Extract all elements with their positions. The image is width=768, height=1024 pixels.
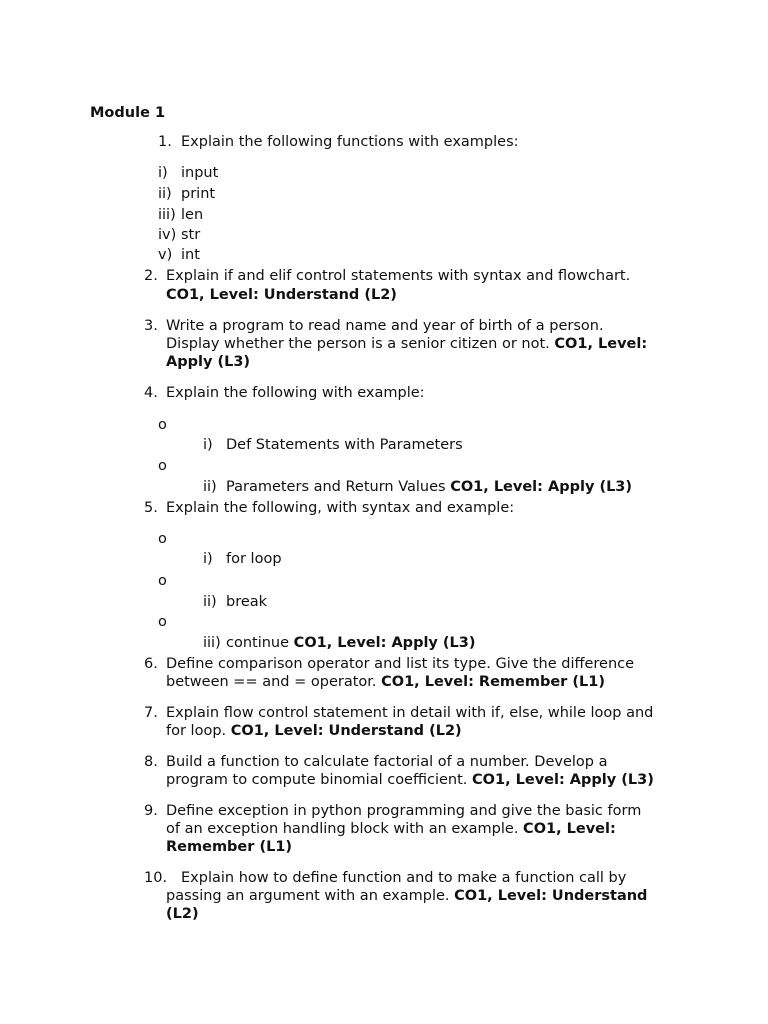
bullet-marker: o: [158, 531, 167, 547]
list-item-text: Def Statements with Parameters: [226, 437, 463, 453]
list-item-text: break: [226, 594, 268, 610]
list-item-text: int: [181, 247, 200, 263]
question-8-tag: CO1, Level: Apply (L3): [472, 772, 654, 788]
list-item-text: input: [181, 165, 219, 181]
question-3-number: 3.: [144, 318, 158, 334]
question-6-text: Define comparison operator and list its type. Give the difference: [166, 656, 635, 672]
question-4-tag: CO1, Level: Apply (L3): [450, 479, 633, 495]
question-8-text: Build a function to calculate factorial of a number. Develop a: [166, 754, 608, 770]
list-item-label: i): [203, 551, 213, 567]
question-6-number: 6.: [144, 656, 158, 672]
bullet-marker: o: [158, 614, 167, 630]
question-2-text: Explain if and elif control statements with syntax and flowchart.: [166, 268, 631, 284]
question-9-text-2: of an exception handling block with an example.: [166, 821, 519, 837]
question-1-number: 1.: [158, 134, 172, 150]
question-4-text: Explain the following with example:: [166, 385, 425, 401]
question-8-number: 8.: [144, 754, 158, 770]
question-2-tag: CO1, Level: Understand (L2): [166, 287, 397, 303]
question-6-tag: CO1, Level: Remember (L1): [381, 674, 605, 690]
question-3-tag-cont: Apply (L3): [166, 354, 251, 370]
question-3-text: Write a program to read name and year of birth of a person.: [166, 318, 604, 334]
question-9-tag-cont: Remember (L1): [166, 839, 293, 855]
question-10-tag: CO1, Level: Understand: [454, 888, 648, 904]
list-item-text: print: [181, 186, 216, 202]
list-item-text: str: [181, 227, 201, 243]
list-item-label: i): [203, 437, 213, 453]
question-3-tag: CO1, Level:: [554, 336, 648, 352]
question-7-text: Explain flow control statement in detail with if, else, while loop and: [166, 705, 654, 721]
question-10-tag-cont: (L2): [166, 906, 199, 922]
question-7-tag: CO1, Level: Understand (L2): [230, 723, 462, 739]
list-item-text: Parameters and Return Values: [226, 479, 446, 495]
list-item-label: v): [158, 247, 173, 263]
list-item-label: ii): [203, 479, 217, 495]
question-9-tag: CO1, Level:: [523, 821, 616, 837]
list-item-label: iii): [158, 207, 176, 223]
question-5-text: Explain the following, with syntax and example:: [166, 500, 515, 516]
list-item-label: ii): [158, 186, 172, 202]
bullet-marker: o: [158, 458, 167, 474]
question-10-text-2: passing an argument with an example.: [166, 888, 450, 904]
list-item-line: [226, 478, 632, 496]
question-10-line-2: [166, 887, 647, 905]
question-5-tag: CO1, Level: Apply (L3): [293, 635, 476, 651]
list-item-line: [226, 634, 476, 652]
question-8-line-2: [166, 771, 654, 789]
question-6-line-2: [166, 673, 605, 691]
question-10-text: Explain how to define function and to make a function call by: [181, 870, 627, 886]
question-9-text: Define exception in python programming and give the basic form: [166, 803, 642, 819]
list-item-text: len: [181, 207, 204, 223]
module-title: Module 1: [90, 105, 166, 121]
list-item-label: ii): [203, 594, 217, 610]
list-item-label: i): [158, 165, 168, 181]
question-4-number: 4.: [144, 385, 158, 401]
question-3-line-2: [166, 335, 647, 353]
question-7-text-2: for loop.: [166, 723, 227, 739]
question-9-number: 9.: [144, 803, 158, 819]
list-item-label: iii): [203, 635, 221, 651]
list-item-text: for loop: [226, 551, 282, 567]
list-item-label: iv): [158, 227, 177, 243]
bullet-marker: o: [158, 573, 167, 589]
question-7-line-2: [166, 722, 462, 740]
bullet-marker: o: [158, 417, 167, 433]
question-9-line-2: [166, 820, 616, 838]
list-item-text: continue: [226, 635, 290, 651]
question-1-text: Explain the following functions with examples:: [181, 134, 519, 150]
question-10-number: 10.: [144, 870, 168, 886]
question-2-number: 2.: [144, 268, 158, 284]
question-6-text-2: between == and = operator.: [166, 674, 377, 690]
question-8-text-2: program to compute binomial coefficient.: [166, 772, 468, 788]
question-5-number: 5.: [144, 500, 158, 516]
question-3-text-2: Display whether the person is a senior citizen or not.: [166, 336, 550, 352]
question-7-number: 7.: [144, 705, 158, 721]
